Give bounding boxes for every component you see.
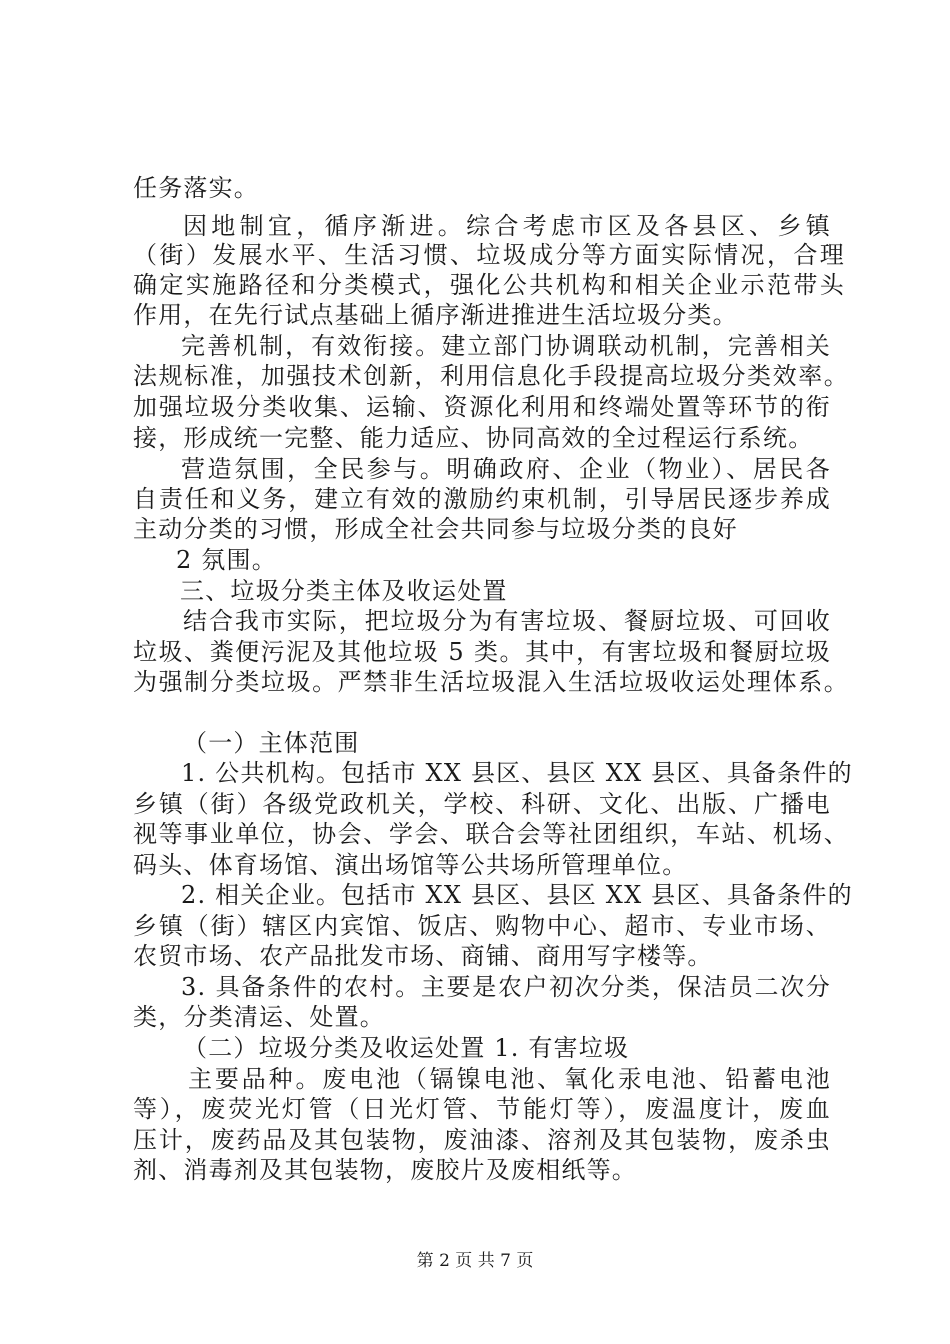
paragraph-line: 主动分类的习惯，形成全社会共同参与垃圾分类的良好 (133, 515, 738, 543)
paragraph-line: 视等事业单位，协会、学会、联合会等社团组织，车站、机场、 (133, 820, 849, 848)
paragraph-line: 1. 公共机构。包括市 XX 县区、县区 XX 县区、具备条件的 (181, 759, 853, 787)
paragraph-line: 2. 相关企业。包括市 XX 县区、县区 XX 县区、具备条件的 (181, 881, 853, 909)
paragraph-line: 结合我市实际，把垃圾分为有害垃圾、餐厨垃圾、可回收 (183, 607, 831, 635)
section-heading: 三、垃圾分类主体及收运处置 (180, 577, 508, 605)
paragraph-line: 法规标准，加强技术创新，利用信息化手段提高垃圾分类效率。 (133, 362, 849, 390)
paragraph-line: 自责任和义务，建立有效的激励约束机制，引导居民逐步养成 (133, 485, 831, 513)
paragraph-line: 乡镇（街）各级党政机关，学校、科研、文化、出版、广播电 (133, 790, 831, 818)
paragraph-line: 压计，废药品及其包装物，废油漆、溶剂及其包装物，废杀虫 (133, 1126, 831, 1154)
paragraph-line: 加强垃圾分类收集、运输、资源化利用和终端处置等环节的衔 (133, 393, 831, 421)
paragraph-line: 类，分类清运、处置。 (133, 1003, 385, 1031)
paragraph-line: 乡镇（街）辖区内宾馆、饭店、购物中心、超市、专业市场、 (133, 912, 831, 940)
paragraph-line: 3. 具备条件的农村。主要是农户初次分类，保洁员二次分 (181, 973, 831, 1001)
paragraph-line: 作用，在先行试点基础上循序渐进推进生活垃圾分类。 (133, 301, 738, 329)
paragraph-line: （街）发展水平、生活习惯、垃圾成分等方面实际情况，合理 (133, 241, 845, 269)
paragraph-line: 因地制宜，循序渐进。综合考虑市区及各县区、乡镇 (183, 212, 831, 240)
body-line: 任务落实。 (133, 174, 259, 202)
paragraph-line: 确定实施路径和分类模式，强化公共机构和相关企业示范带头 (133, 271, 845, 299)
paragraph-line: 剂、消毒剂及其包装物，废胶片及废相纸等。 (133, 1156, 637, 1184)
paragraph-line: 农贸市场、农产品批发市场、商铺、商用写字楼等。 (133, 942, 713, 970)
paragraph-line: 主要品种。废电池（镉镍电池、氧化汞电池、铅蓄电池 (188, 1065, 831, 1093)
paragraph-line: 营造氛围，全民参与。明确政府、企业（物业）、居民各 (181, 455, 831, 483)
page-number-footer: 第 2 页 共 7 页 (416, 1251, 534, 1271)
paragraph-line: 等），废荧光灯管（日光灯管、节能灯等），废温度计，废血 (133, 1095, 831, 1123)
paragraph-line: 为强制分类垃圾。严禁非生活垃圾混入生活垃圾收运处理体系。 (133, 668, 849, 696)
paragraph-line: 接，形成统一完整、能力适应、协同高效的全过程运行系统。 (133, 424, 814, 452)
subsection-heading: （二）垃圾分类及收运处置 1. 有害垃圾 (183, 1034, 630, 1062)
paragraph-line: 垃圾、粪便污泥及其他垃圾 5 类。其中，有害垃圾和餐厨垃圾 (133, 638, 831, 666)
paragraph-line: 完善机制，有效衔接。建立部门协调联动机制，完善相关 (181, 332, 831, 360)
subsection-heading: （一）主体范围 (183, 729, 360, 757)
paragraph-line: 2 氛围。 (176, 546, 277, 574)
paragraph-line: 码头、体育场馆、演出场馆等公共场所管理单位。 (133, 851, 688, 879)
